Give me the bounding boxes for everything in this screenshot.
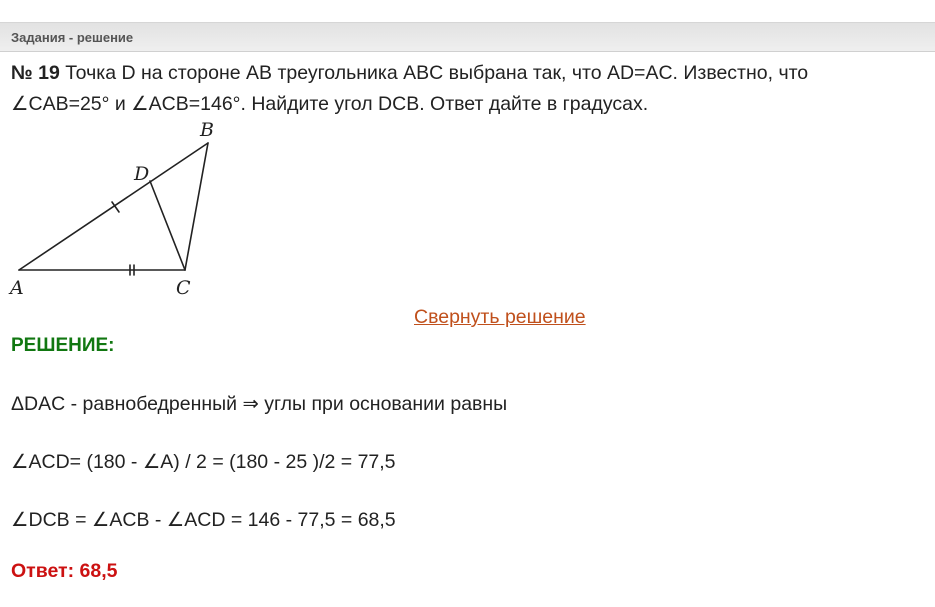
problem-text-line-1: Точка D на стороне AB треугольника ABC выбрана так, что AD=AC. Известно, что <box>65 62 809 84</box>
problem-number: № 19 <box>11 62 60 84</box>
triangle-figure <box>0 114 240 305</box>
solution-step-1: ΔDAC - равнобедренный ⇒ углы при основании равны <box>11 393 508 415</box>
collapse-solution-link[interactable]: Свернуть решение <box>414 306 586 328</box>
header-title: Задания - решение <box>11 30 134 45</box>
solution-heading: РЕШЕНИЕ: <box>11 335 115 356</box>
side-ab <box>19 143 208 270</box>
vertex-label-c: C <box>176 277 191 299</box>
solution-step-2: ∠ACD= (180 - ∠A) / 2 = (180 - 25 )/2 = 77,5 <box>11 451 396 473</box>
triangle-diagram <box>0 114 240 300</box>
top-band <box>0 0 935 22</box>
header-bar <box>0 22 935 52</box>
segment-dc <box>150 181 185 270</box>
answer-text: Ответ: 68,5 <box>11 560 118 582</box>
vertex-label-d: D <box>134 163 150 185</box>
vertex-label-b: B <box>200 119 214 141</box>
vertex-label-a: A <box>10 277 24 299</box>
problem-text-line-2: ∠CAB=25° и ∠ACB=146°. Найдите угол DCB. Ответ дайте в градусах. <box>11 93 649 115</box>
solution-step-3: ∠DCB = ∠ACB - ∠ACD = 146 - 77,5 = 68,5 <box>11 509 396 531</box>
side-bc <box>185 143 208 270</box>
problem-statement <box>11 58 926 120</box>
